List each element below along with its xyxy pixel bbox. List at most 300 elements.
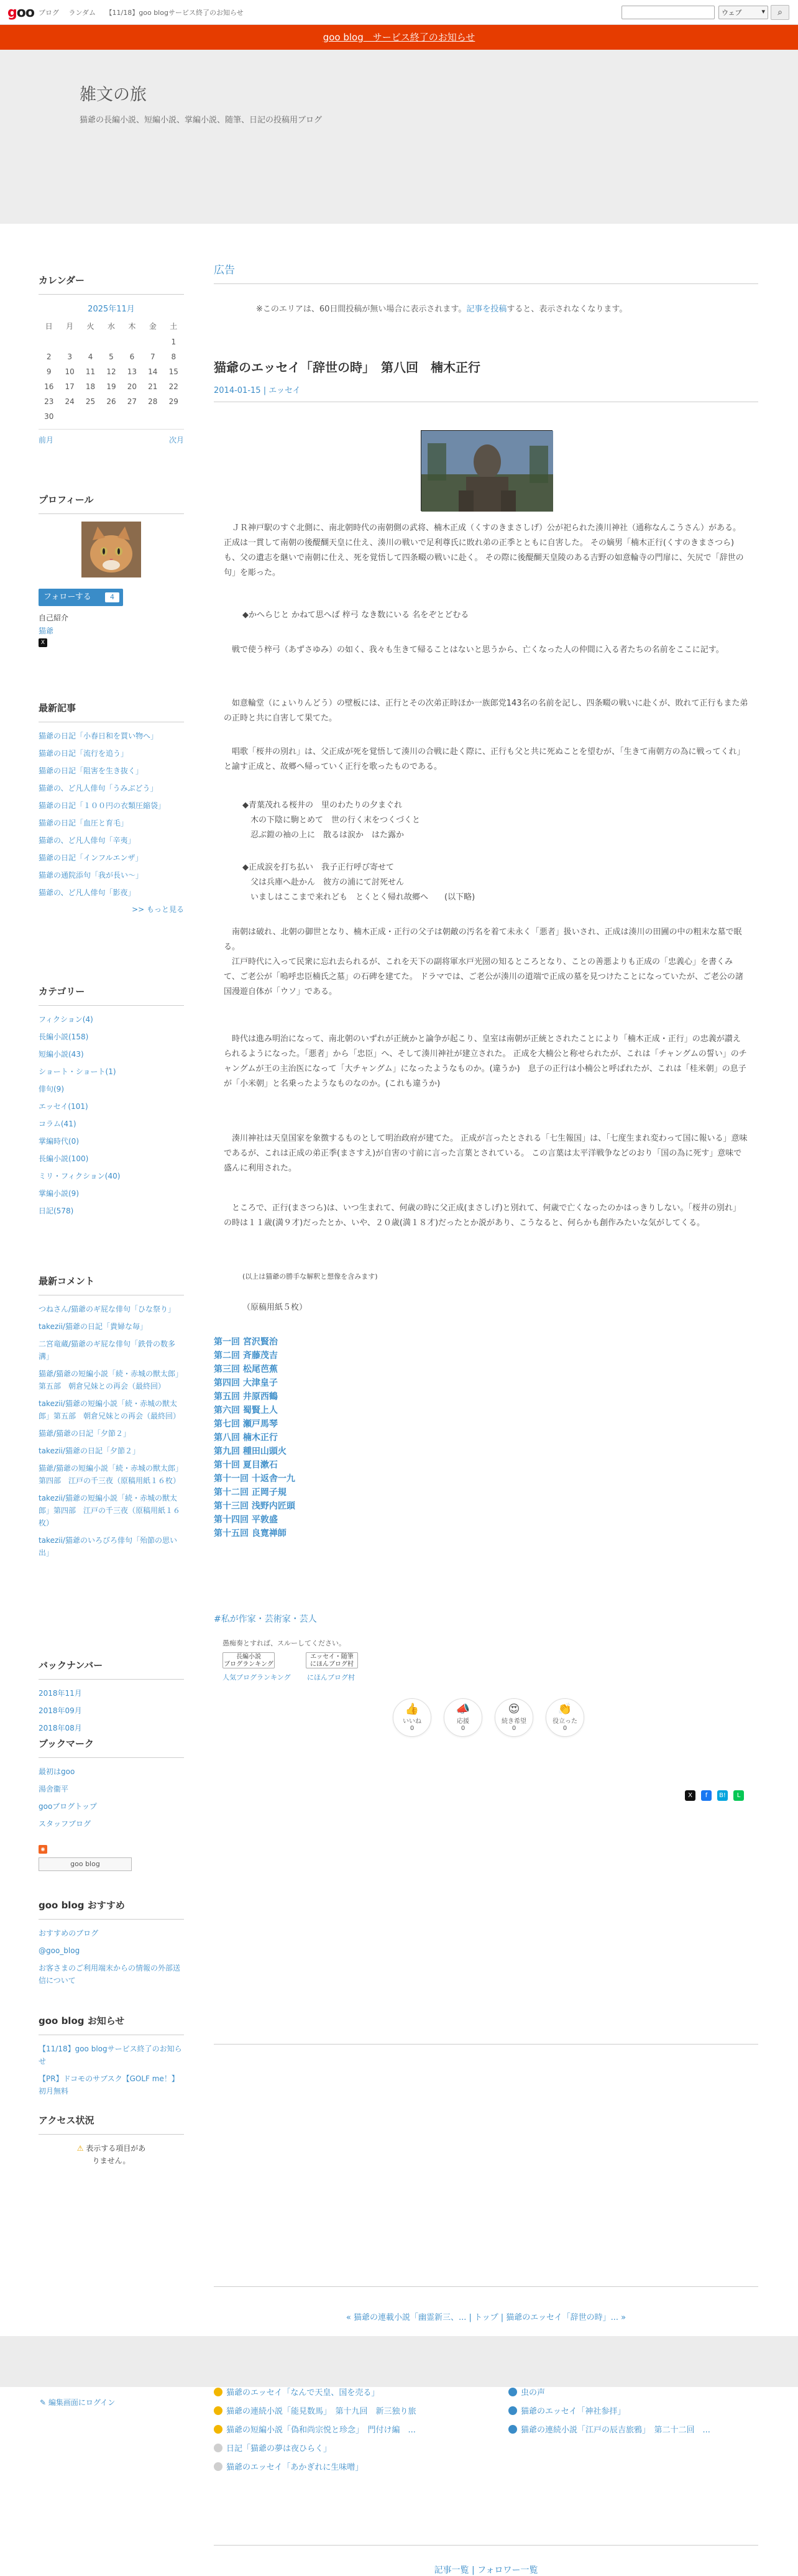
blog-title[interactable]: 雑文の旅 — [80, 85, 147, 104]
bookmark-link-row — [39, 1818, 184, 1830]
entry-photo-statue[interactable] — [421, 430, 553, 511]
reaction-more-button[interactable] — [495, 1698, 533, 1737]
top-link-random[interactable]: ランダム — [68, 9, 96, 17]
popular-post-link[interactable] — [214, 2442, 331, 2454]
recent-posts-heading: 最新記事 — [39, 701, 184, 722]
calendar-day: 29 — [168, 397, 178, 406]
recommend-link-row — [39, 1962, 184, 1987]
access-heading: アクセス状況 — [39, 2114, 184, 2135]
weekday-label: 木 — [128, 322, 136, 331]
calendar-nav — [39, 429, 184, 445]
category-link-row — [39, 1118, 184, 1130]
chapter-link[interactable]: 第十回 夏目漱石 — [214, 1460, 278, 1470]
comments-list — [39, 1303, 184, 1559]
calendar-day: 12 — [106, 367, 116, 376]
reaction-count: 0 — [562, 1725, 567, 1732]
recommend-section — [39, 1898, 184, 1992]
category-link[interactable]: エッセイ(101) — [39, 1102, 88, 1111]
category-link-row — [39, 1152, 184, 1165]
ad-notice-text: ※このエリアは、60日間投稿が無い場合に表示されます。 — [256, 305, 467, 314]
calendar-day: 18 — [85, 382, 96, 391]
access-note-text: 表示する項目がありません。 — [86, 2144, 146, 2165]
calendar-day — [80, 409, 101, 424]
profile-section — [39, 493, 184, 647]
rank-icon — [508, 2406, 517, 2415]
more-posts-label[interactable]: >> もっと見る — [132, 905, 184, 914]
calendar-next-link[interactable]: 次月 — [168, 436, 184, 444]
popular-post-title: 虫の声 — [521, 2388, 546, 2398]
chapter-link[interactable]: 第二回 斉藤茂吉 — [214, 1351, 278, 1361]
recent-post-link-row — [39, 852, 184, 864]
entry-title[interactable]: 猫爺のエッセイ「辞世の時」 第八回 楠木正行 — [214, 360, 480, 375]
category-link-row — [39, 1100, 184, 1113]
popular-post-title: 日記「猫爺の夢は夜ひらく」 — [226, 2444, 332, 2454]
recent-post-link-row — [39, 730, 184, 742]
calendar-day — [39, 334, 59, 349]
footer-links[interactable]: 記事一覧 | フォロワー一覧 — [434, 2565, 538, 2575]
follow-count: 4 — [105, 592, 119, 602]
calendar-day — [59, 334, 80, 349]
category-list — [39, 1013, 184, 1217]
backnumber-link[interactable]: 2018年09月 — [39, 1706, 82, 1715]
entry-date[interactable]: 2014-01-15 — [214, 386, 261, 395]
recent-post-link[interactable]: 猫爺の日記「血圧と育毛」 — [39, 819, 129, 827]
category-link[interactable]: ショート・ショート(1) — [39, 1067, 116, 1076]
backnumber-link-row — [39, 1687, 184, 1700]
chapter-link[interactable]: 第十一回 十返舎一九 — [214, 1474, 295, 1484]
weekday-label: 月 — [66, 322, 74, 331]
chapter-link-row — [214, 1486, 400, 1499]
calendar-day: 27 — [127, 397, 137, 406]
recommend-link[interactable]: おすすめのブログ — [39, 1929, 99, 1938]
chapter-link-row — [214, 1527, 400, 1540]
calendar-day: 17 — [65, 382, 75, 391]
chapter-link-row — [214, 1513, 400, 1527]
bookmark-link-row — [39, 1800, 184, 1813]
comments-section — [39, 1274, 184, 1564]
category-link-row — [39, 1170, 184, 1182]
reaction-count: 0 — [511, 1725, 516, 1732]
calendar-day: 11 — [85, 367, 96, 376]
search-icon: ⌕ — [777, 7, 782, 17]
calendar-day — [163, 409, 184, 424]
chapter-link[interactable]: 第十三回 浅野内匠頭 — [214, 1501, 295, 1511]
clap-icon: 👏 — [557, 1703, 572, 1716]
notice-link[interactable]: goo blog サービス終了のお知らせ — [323, 32, 475, 43]
rank-icon — [214, 2462, 222, 2471]
category-link[interactable]: ミリ・フィクション(40) — [39, 1172, 121, 1180]
calendar-day — [122, 409, 142, 424]
recent-post-link[interactable]: 猫爺の、ど凡人俳句「辛夷」 — [39, 836, 135, 845]
calendar-day — [142, 334, 163, 349]
comment-link-row — [39, 1397, 184, 1422]
chapter-link-row — [214, 1458, 400, 1472]
paragraph: 湊川神社は天皇国家を象徴するものとして明治政府が建てた。 正成が言ったとされる「七生報国」は、「七度生まれ変わって国に報いる」意味であるが、これは正成の弟正季(まさすえ)が自害の寸前に言った言葉とされている。 この言葉は太平洋戦争などのおり「国の為に死す」意味で盛んに利用された。 — [224, 1134, 748, 1173]
megaphone-icon: 📣 — [456, 1703, 470, 1716]
backnumber-link-row — [39, 1704, 184, 1717]
popular-post-title: 猫爺の連続小説「江戸の辰吉旅鴉」 第二十二回 ... — [521, 2426, 710, 2435]
recent-post-link-row — [39, 799, 184, 812]
follow-button[interactable] — [39, 589, 123, 606]
chapter-link[interactable]: 第一回 宮沢賢治 — [214, 1337, 278, 1347]
recommend-list — [39, 1927, 184, 1987]
category-section — [39, 985, 184, 1222]
popular-post-link[interactable] — [508, 2404, 625, 2416]
ad-notice-tail: すると、表示されなくなります。 — [507, 305, 628, 314]
recent-post-link[interactable]: 猫爺の日記「小春日和を買い物へ」 — [39, 732, 158, 740]
comment-link[interactable]: takezii/猫爺の日記「夕節２」 — [39, 1447, 140, 1455]
weekday-label: 水 — [107, 322, 115, 331]
calendar-day: 16 — [44, 382, 54, 391]
calendar-day: 6 — [129, 352, 135, 361]
recommend-link[interactable]: @goo_blog — [39, 1946, 80, 1955]
category-link[interactable]: 短編小説(43) — [39, 1050, 84, 1059]
paragraph: 戦で使う梓弓（あずさゆみ）の如く、我々も生きて帰ることはないと思うから、亡くなった人の仲間に入る者たちの名前をここに記す。 — [224, 645, 724, 655]
category-link-row — [39, 1031, 184, 1043]
category-link[interactable]: 長編小説(158) — [39, 1033, 89, 1041]
profile-name[interactable]: 猫爺 — [39, 627, 54, 635]
calendar-day: 4 — [88, 352, 93, 361]
reaction-label: 応援 — [457, 1718, 469, 1725]
profile-avatar[interactable] — [81, 522, 141, 577]
recommend-link-row — [39, 1927, 184, 1939]
top-link-notice[interactable]: 【11/18】goo blogサービス終了のお知らせ — [105, 9, 244, 17]
calendar-prev-link[interactable]: 前月 — [39, 436, 54, 444]
news-section — [39, 2014, 184, 2102]
bookmark-link-row — [39, 1783, 184, 1795]
chapter-link-row — [214, 1376, 400, 1390]
calendar-heading: カレンダー — [39, 274, 184, 295]
recent-post-link-row — [39, 817, 184, 829]
popular-post-title: 猫爺のエッセイ「あかぎれに生味噌」 — [226, 2463, 364, 2472]
x-icon[interactable]: X — [39, 638, 47, 647]
chapter-link[interactable]: 第十五回 良寛禅師 — [214, 1529, 287, 1539]
calendar-week — [39, 379, 184, 394]
weekday-label: 金 — [149, 322, 157, 331]
bookmark-link[interactable]: スタッフブログ — [39, 1819, 91, 1828]
paragraph: 唱歌「桜井の別れ」は、父正成が死を覚悟して湊川の合戦に赴く際に、正行も父と共に死ぬことを望むが、「生きて南朝方の為に戦ってくれ」と諭す正成と、故郷へ帰っていく正行を歌ったものである。 — [224, 747, 745, 771]
comment-link[interactable]: つねさん/猫爺のギ屁な俳句「ひな祭り」 — [39, 1305, 176, 1313]
comment-link[interactable]: 二宮竜蔵/猫爺のギ屁な俳句「鉄骨の数多溝」 — [39, 1340, 176, 1361]
popular-post-link[interactable] — [508, 2423, 710, 2435]
rank-icon — [214, 2388, 222, 2396]
reaction-like-button[interactable] — [393, 1698, 431, 1737]
comment-link-row — [39, 1534, 184, 1559]
category-link-row — [39, 1065, 184, 1078]
comment-link[interactable]: takezii/猫爺の短編小説「続・赤城の獣太郎」第五部 朝倉兄妹との再会（最終回） — [39, 1399, 181, 1420]
rank-icon — [508, 2425, 517, 2434]
calendar-day: 10 — [65, 367, 75, 376]
rank-icon — [214, 2406, 222, 2415]
search-scope-select[interactable] — [718, 6, 768, 19]
recent-post-link-row — [39, 747, 184, 760]
calendar-week — [39, 394, 184, 409]
popular-post-link[interactable] — [214, 2460, 363, 2472]
chapter-link[interactable]: 第五回 井原西鶴 — [214, 1392, 278, 1402]
next-entry-link[interactable]: 猫爺のエッセイ「辞世の時」... » — [506, 2313, 626, 2322]
weekday-label: 火 — [86, 322, 94, 331]
popular-post-link[interactable] — [508, 2386, 545, 2398]
category-link[interactable]: 俳句(9) — [39, 1085, 64, 1093]
rank-icon — [214, 2425, 222, 2434]
backnumber-section — [39, 1658, 184, 1732]
category-link[interactable]: 掌編時代(0) — [39, 1137, 79, 1146]
paragraph: 如意輪堂（にょいりんどう）の壁板には、正行とその次弟正時ほか一族郎党143名の名前を記し、四条畷の戦いに赴くが、敗れて正行もまた弟の正時と共に自害して果てた。 — [224, 699, 748, 723]
paragraph: 南朝は破れ、北朝の御世となり、楠木正成・正行の父子は朝敵の汚名を着て未永く「悪者」扱いされ、正成は湊川の田圃の中の粗末な墓で眠る。 江戸時代に入って民衆に忘れ去られるが、これを天下の副将軍水戸光圀の知るところとなり、ことの善悪よりも正成の「忠義心」を書くみて、ご老公が「嗚呼忠臣楠氏之墓」の石碑を建てた。 ドラマでは、ご老公が湊川の道端で正成の墓を見つけたことになっていたが、ご老公の諸国漫遊自体が「ウソ」である。 — [224, 927, 743, 996]
hatena-share-icon[interactable]: B! — [717, 1790, 728, 1801]
reaction-label: 続き希望 — [502, 1718, 526, 1725]
news-link[interactable]: 【11/18】goo blogサービス終了のお知らせ — [39, 2045, 182, 2066]
chapter-link[interactable]: 第六回 蜀賢上人 — [214, 1405, 278, 1415]
calendar-day: 8 — [171, 352, 177, 361]
manuscript-note: （原稿用紙５枚） — [242, 1303, 308, 1312]
calendar-day: 21 — [148, 382, 158, 391]
popular-post-title: 猫爺のエッセイ「神社参拝」 — [521, 2407, 626, 2416]
calendar-month[interactable]: 2025年11月 — [88, 305, 135, 314]
reaction-label: いいね — [403, 1718, 421, 1725]
popular-post-link[interactable] — [214, 2423, 416, 2435]
comment-link-row — [39, 1338, 184, 1363]
calendar-table — [39, 318, 184, 424]
reaction-count: 0 — [410, 1725, 415, 1732]
ranking-note: 愚痴奏とすれば、スルーしてください。 — [222, 1639, 346, 1647]
search-button[interactable] — [771, 5, 789, 20]
comment-link[interactable]: takezii/猫爺のいろびろ俳句「殆節の思い出」 — [39, 1536, 177, 1557]
chapter-link[interactable]: 第八回 楠木正行 — [214, 1433, 278, 1443]
calendar-day: 3 — [67, 352, 72, 361]
chapter-link-row — [214, 1499, 400, 1513]
popular-post-title: 猫爺の連続小説「能見数馬」 第十九回 新三独り旅 — [226, 2407, 416, 2416]
chapter-link[interactable]: 第十四回 平敦盛 — [214, 1515, 278, 1525]
backnumber-link[interactable]: 2018年11月 — [39, 1689, 82, 1698]
category-heading: カテゴリー — [39, 985, 184, 1006]
editor-login-label: 編集画面にログイン — [48, 2398, 116, 2407]
popular-post-link[interactable] — [214, 2386, 379, 2398]
search-scope-value: ウェブ — [722, 9, 742, 17]
category-link-row — [39, 1205, 184, 1217]
ranking-badge-novel[interactable]: 長編小説 ブログランキング — [222, 1652, 275, 1668]
recent-post-link[interactable]: 猫爺の日記「阻害を生き抜く」 — [39, 766, 144, 775]
calendar-day — [59, 409, 80, 424]
calendar-day: 24 — [65, 397, 75, 406]
category-link-row — [39, 1048, 184, 1060]
access-section — [39, 2114, 184, 2167]
calendar-day: 9 — [46, 367, 52, 376]
search-input[interactable] — [621, 6, 715, 19]
goo-blog-badge[interactable]: goo blog — [39, 1857, 132, 1871]
recommend-link[interactable]: お客さまのご利用端末からの情報の外部送信について — [39, 1964, 181, 1985]
recent-posts-section — [39, 701, 184, 914]
reaction-label: 役立った — [553, 1718, 577, 1725]
comment-link[interactable]: 猫爺/猫爺の短編小説「続・赤城の獣太郎」第五部 朝倉兄妹との再会（最終回） — [39, 1369, 183, 1391]
statue-photo — [421, 431, 553, 512]
backnumber-heading: バックナンバー — [39, 1658, 184, 1680]
calendar-day: 19 — [106, 382, 116, 391]
backnumber-list[interactable] — [39, 1687, 184, 1732]
ranking-caption[interactable]: 人気ブログランキング — [222, 1673, 291, 1681]
song-verse: ◆青葉茂れる桜井の 里のわたりの夕まぐれ 木の下陰に駒とめて 世の行く末をつくづくと 忍ぶ鎧の袖の上に 散るは涙か はた露か — [242, 801, 421, 840]
facebook-share-icon[interactable]: f — [701, 1790, 712, 1801]
bookmark-link[interactable]: gooブログトップ — [39, 1802, 97, 1811]
top-bar — [0, 0, 798, 25]
comment-link[interactable]: takezii/猫爺の短編小説「続・赤城の獣太郎」第四部 江戸の千三夜（原稿用紙１６枚） — [39, 1494, 181, 1527]
popular-post-title: 猫爺のエッセイ「なんで天皇、国を売る」 — [226, 2388, 380, 2398]
chapter-link-row — [214, 1417, 400, 1431]
chapter-link-row — [214, 1472, 400, 1486]
recent-post-link-row — [39, 886, 184, 899]
top-link-blog[interactable]: ブログ — [39, 9, 59, 17]
follow-label: フォローする — [44, 592, 91, 602]
comment-link-row — [39, 1462, 184, 1487]
popular-post-title: 猫爺の短編小説「偽和尚宗悦と珍念」 門付け編 ... — [226, 2426, 416, 2435]
recent-post-link[interactable]: 猫爺の、ど凡人俳句「うみぶどう」 — [39, 784, 158, 793]
recent-post-link-row — [39, 765, 184, 777]
goo-logo[interactable]: goo — [7, 5, 34, 21]
top-link[interactable]: トップ — [474, 2313, 498, 2322]
more-posts-link[interactable] — [39, 904, 184, 914]
service-end-notice-bar[interactable] — [0, 25, 798, 50]
ad-label: 広告 — [214, 264, 235, 277]
warning-icon: ⚠ — [76, 2144, 84, 2153]
news-link-row — [39, 2043, 184, 2068]
calendar-day — [80, 334, 101, 349]
blog-header — [0, 50, 798, 224]
calendar-day: 5 — [109, 352, 114, 361]
bookmark-link[interactable]: 湯舍衞平 — [39, 1785, 69, 1793]
ad-notice — [256, 302, 627, 314]
category-link[interactable]: 長編小説(100) — [39, 1154, 89, 1163]
entry-category[interactable]: エッセイ — [268, 386, 301, 395]
chevron-down-icon: ▾ — [761, 7, 765, 16]
news-link-row — [39, 2072, 184, 2097]
reaction-count: 0 — [461, 1725, 466, 1732]
calendar-day — [142, 409, 163, 424]
calendar-day: 28 — [148, 397, 158, 406]
ranking-badge-essay[interactable]: エッセイ・随筆 にほんブログ村 — [306, 1652, 358, 1668]
rank-icon — [214, 2444, 222, 2452]
comment-link-row — [39, 1320, 184, 1333]
news-link[interactable]: 【PR】ドコモのサブスク【GOLF me！】初月無料 — [39, 2074, 179, 2095]
rank-icon — [508, 2388, 517, 2396]
chapter-link-row — [214, 1445, 400, 1458]
recent-post-link[interactable]: 猫爺の日記「１００円の衣類圧縮袋」 — [39, 801, 166, 810]
comment-link-row — [39, 1303, 184, 1315]
profile-heading: プロフィール — [39, 493, 184, 514]
chapter-link-row — [214, 1390, 400, 1404]
profile-intro-link[interactable]: 自己紹介 — [39, 614, 69, 622]
recent-post-link[interactable]: 猫爺の、ど凡人俳句「影夜」 — [39, 888, 135, 897]
chapter-link-row — [214, 1349, 400, 1363]
reaction-useful-button[interactable] — [546, 1698, 584, 1737]
chapter-link-row — [214, 1335, 400, 1349]
category-link-row — [39, 1135, 184, 1148]
recent-post-link[interactable]: 猫爺の日記「インフルエンザ」 — [39, 853, 143, 862]
comments-heading: 最新コメント — [39, 1274, 184, 1295]
rss-icon[interactable]: ◉ — [39, 1845, 47, 1854]
calendar-day: 15 — [168, 367, 178, 376]
calendar-day: 23 — [44, 397, 54, 406]
prev-entry-link[interactable]: « 猫爺の連載小説「幽霊新三、... — [346, 2313, 467, 2322]
chapter-link[interactable]: 第十二回 正岡子規 — [214, 1488, 287, 1497]
editor-login-link[interactable] — [40, 2397, 115, 2408]
calendar-day: 2 — [46, 352, 52, 361]
bookmark-link-row — [39, 1765, 184, 1778]
recent-post-link[interactable]: 猫爺の日記「流行を追う」 — [39, 749, 129, 758]
chapter-link[interactable]: 第九回 種田山頭火 — [214, 1447, 287, 1456]
comment-link-row — [39, 1445, 184, 1457]
calendar-day: 30 — [44, 412, 54, 421]
recommend-link-row — [39, 1944, 184, 1957]
backnumber-link[interactable]: 2018年08月 — [39, 1724, 82, 1732]
calendar-day — [101, 334, 121, 349]
recent-posts-list — [39, 730, 184, 899]
comment-link[interactable]: 猫爺/猫爺の短編小説「続・赤城の獣太郎」第四部 江戸の千三夜（原稿用紙１６枚） — [39, 1464, 183, 1485]
calendar-day: 25 — [85, 397, 96, 406]
calendar-day: 7 — [150, 352, 155, 361]
news-list — [39, 2043, 184, 2097]
recent-post-link[interactable]: 猫爺の通院添句「我が長い〜」 — [39, 871, 144, 880]
recent-post-link-row — [39, 869, 184, 881]
category-link-row — [39, 1187, 184, 1200]
category-link-row — [39, 1083, 184, 1095]
line-share-icon[interactable]: L — [733, 1790, 744, 1801]
calendar-week — [39, 349, 184, 364]
chapter-link[interactable]: 第四回 大津皇子 — [214, 1378, 278, 1388]
calendar-day: 20 — [127, 382, 137, 391]
calendar-week — [39, 409, 184, 424]
popular-post-link[interactable] — [214, 2404, 416, 2416]
recent-post-link-row — [39, 782, 184, 794]
hashtag-link[interactable]: #私が作家・芸術家・芸人 — [214, 1614, 317, 1624]
category-link[interactable]: コラム(41) — [39, 1120, 76, 1128]
calendar-day: 22 — [168, 382, 178, 391]
bookmark-link[interactable]: 最初はgoo — [39, 1767, 75, 1776]
paragraph: ＪＲ神戸駅のすぐ北側に、南北朝時代の南朝側の武将、楠木正成（くすのきまさしげ）公が祀られた湊川神社（通称なんこうさん）がある。 正成は一貫して南朝の後醍醐天皇に仕え、湊川の戦いで足利尊氏に敗れ弟の正季とともに自害した。 その嫡男「楠木正行(くすのきまさつら)も、父の遺志を継いで南朝に仕え、死を覚悟して四条畷の戦いに赴く。 その際に後醍醐天皇陵のある吉野の如意輪寺の門扉に、矢尻で「辞世の句」を彫った。 — [224, 523, 744, 577]
calendar-day: 13 — [127, 367, 137, 376]
x-share-icon[interactable]: X — [685, 1790, 695, 1801]
recommend-heading: goo blog おすすめ — [39, 1898, 184, 1920]
entry-navigation: « 猫爺の連載小説「幽霊新三、... | トップ | 猫爺のエッセイ「辞世の時」... » — [346, 2313, 626, 2322]
comment-link-row — [39, 1368, 184, 1392]
comment-link-row — [39, 1492, 184, 1529]
category-link-row — [39, 1013, 184, 1026]
cat-photo — [81, 522, 141, 577]
page-footer — [0, 2336, 798, 2387]
poem-line: ◆かへらじと かねて思へば 梓弓 なき数にいる 名をぞとどむる — [242, 610, 469, 620]
weekday-label: 土 — [170, 322, 178, 331]
category-link[interactable]: フィクション(4) — [39, 1015, 93, 1024]
song-verse: ◆正成涙を打ち払い 我子正行呼び寄せて 父は兵庫へ赴かん 彼方の浦にて討死せん いましはここまで来れども とくとく帰れ故郷へ (以下略) — [242, 863, 475, 902]
post-article-link[interactable]: 記事を投稿 — [466, 305, 507, 314]
comment-link[interactable]: takezii/猫爺の日記「貴婦な毎」 — [39, 1322, 147, 1331]
calendar-day: 26 — [106, 397, 116, 406]
chapter-link[interactable]: 第三回 松尾芭蕉 — [214, 1364, 278, 1374]
chapter-link[interactable]: 第七回 瀬戸馬琴 — [214, 1419, 278, 1429]
heart-eyes-icon: 😍 — [508, 1703, 520, 1716]
bookmark-heading: ブックマーク — [39, 1737, 184, 1758]
news-heading: goo blog お知らせ — [39, 2014, 184, 2035]
category-link[interactable]: 掌編小説(9) — [39, 1189, 79, 1198]
ranking-caption[interactable]: にほんブログ村 — [307, 1673, 355, 1681]
top-links — [39, 7, 251, 17]
category-link[interactable]: 日記(578) — [39, 1207, 74, 1215]
calendar-day — [122, 334, 142, 349]
reaction-cheer-button[interactable] — [444, 1698, 482, 1737]
comment-link[interactable]: 猫爺/猫爺の日記「夕節２」 — [39, 1429, 131, 1438]
pencil-icon: ✎ — [40, 2398, 47, 2407]
recent-post-link-row — [39, 834, 184, 847]
entry-meta: 2014-01-15 | エッセイ — [214, 386, 301, 395]
